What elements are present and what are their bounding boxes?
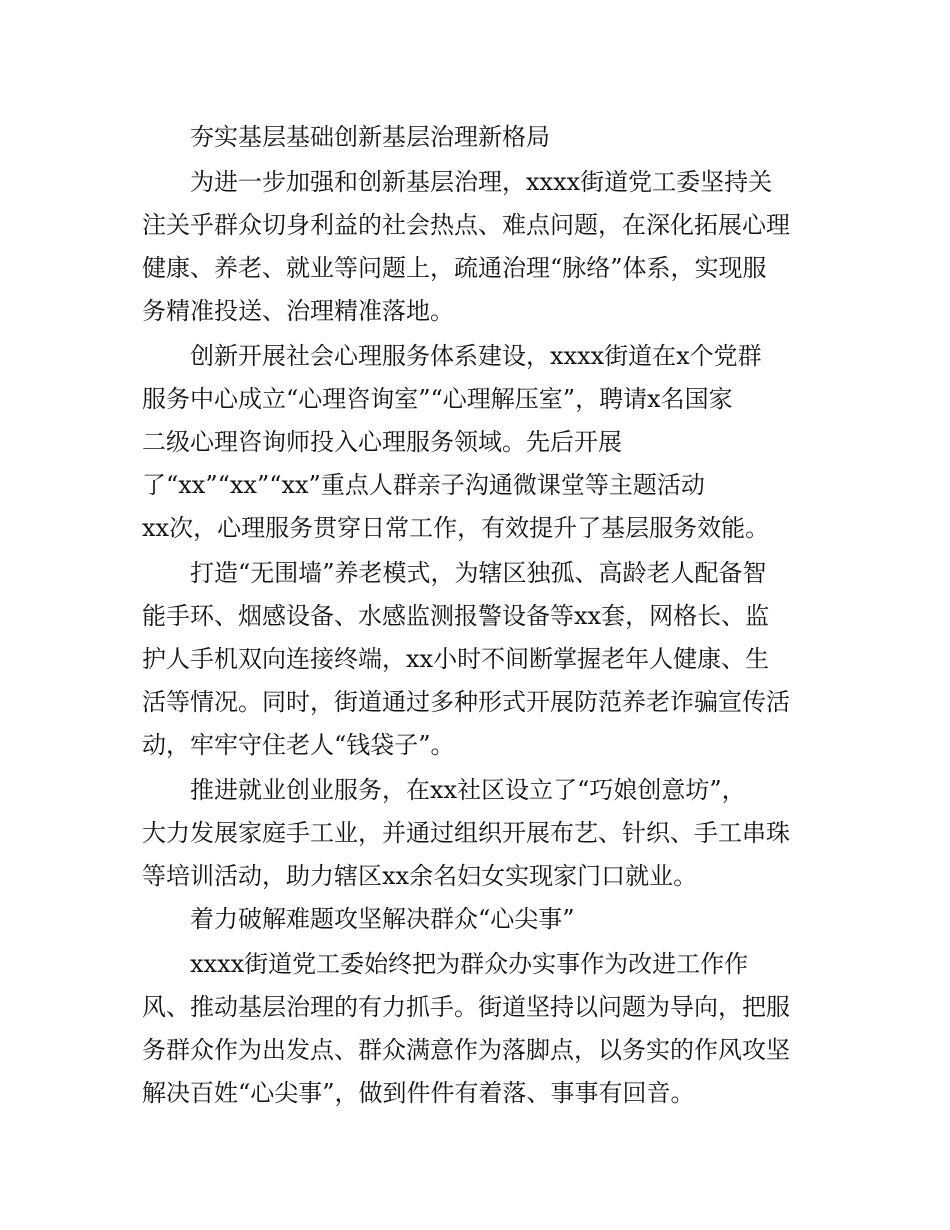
- paragraph-line: 护人手机双向连接终端，xx小时不间断掌握老年人健康、生: [142, 645, 770, 673]
- paragraph-line: 务精准投送、治理精准落地。: [142, 297, 454, 325]
- paragraph-line: 二级心理咨询师投入心理服务领域。先后开展: [142, 428, 622, 456]
- paragraph-line: 了“xx”“xx”“xx”重点人群亲子沟通微课堂等主题活动: [142, 471, 705, 499]
- paragraph-line: 注关乎群众切身利益的社会热点、难点问题，在深化拓展心理: [142, 211, 790, 239]
- paragraph-line: 打造“无围墙”养老模式，为辖区独孤、高龄老人配备智: [190, 559, 767, 587]
- section-heading: 着力破解难题攻坚解决群众“心尖事”: [190, 905, 575, 933]
- paragraph-line: 大力发展家庭手工业，并通过组织开展布艺、针织、手工串珠: [142, 819, 790, 847]
- paragraph-line: 服务中心成立“心理咨询室”“心理解压室”，聘请x名国家: [142, 385, 733, 413]
- paragraph-line: 活等情况。同时，街道通过多种形式开展防范养老诈骗宣传活: [142, 688, 790, 716]
- paragraph-line: 为进一步加强和创新基层治理，xxxx街道党工委坚持关: [190, 168, 773, 196]
- paragraph-line: 推进就业创业服务，在xx社区设立了“巧娘创意坊”，: [190, 776, 746, 804]
- paragraph-line: 风、推动基层治理的有力抓手。街道坚持以问题为导向，把服: [142, 993, 790, 1021]
- paragraph-line: 能手环、烟感设备、水感监测报警设备等xx套，网格长、监: [142, 602, 770, 630]
- paragraph-line: 解决百姓“心尖事”，做到件件有着落、事事有回音。: [142, 1079, 695, 1107]
- paragraph-line: 等培训活动，助力辖区xx余名妇女实现家门口就业。: [142, 862, 698, 890]
- paragraph-line: 健康、养老、就业等问题上，疏通治理“脉络”体系，实现服: [142, 254, 767, 282]
- paragraph-line: xx次，心理服务贯穿日常工作，有效提升了基层服务效能。: [142, 514, 770, 542]
- paragraph-line: 务群众作为出发点、群众满意作为落脚点，以务实的作风攻坚: [142, 1036, 790, 1064]
- paragraph-line: xxxx街道党工委始终把为群众办实事作为改进工作作: [190, 950, 749, 978]
- paragraph-line: 动，牢牢守住老人“钱袋子”。: [142, 731, 455, 759]
- paragraph-line: 创新开展社会心理服务体系建设，xxxx街道在x个党群: [190, 342, 762, 370]
- section-heading: 夯实基层基础创新基层治理新格局: [190, 123, 550, 151]
